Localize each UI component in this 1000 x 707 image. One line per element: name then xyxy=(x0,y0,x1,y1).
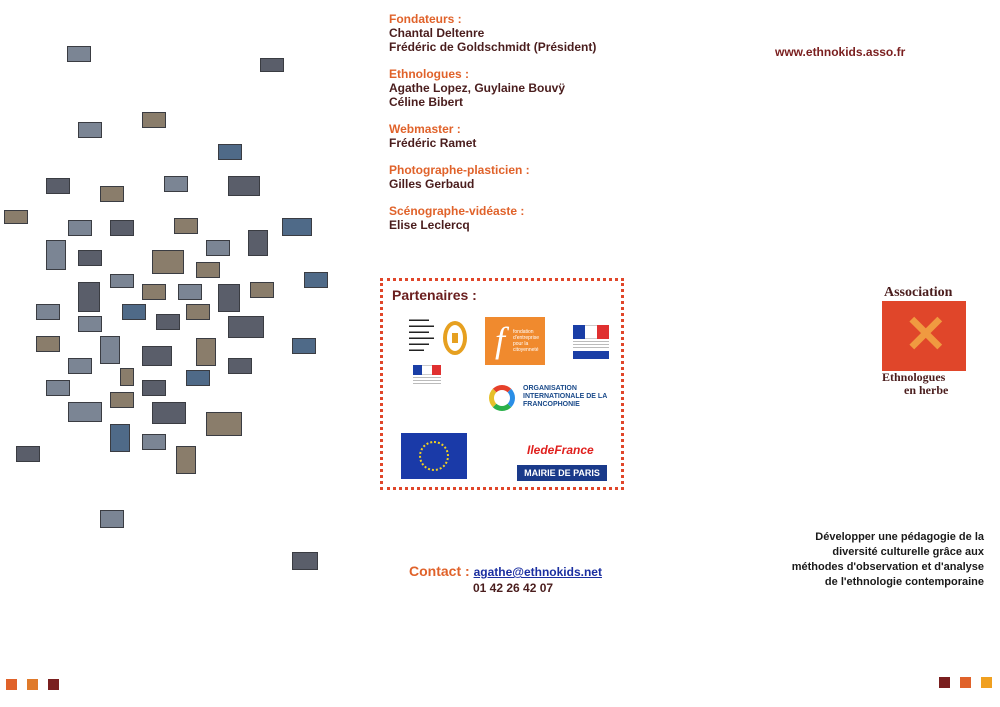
photo-thumb xyxy=(142,346,172,366)
decor-square xyxy=(939,677,950,688)
photo-thumb xyxy=(228,316,264,338)
republique-francaise-logo xyxy=(573,325,609,365)
credit-person: Gilles Gerbaud xyxy=(389,177,475,191)
photo-thumb xyxy=(142,112,166,128)
eu-flag-logo xyxy=(401,433,467,479)
credit-role: Ethnologues : xyxy=(389,67,469,81)
association-logo-top: Association xyxy=(884,285,953,300)
eu-stars-icon xyxy=(419,441,449,471)
photo-thumb xyxy=(292,552,318,570)
credit-ethnologists xyxy=(389,67,749,109)
photo-thumb xyxy=(292,338,316,354)
association-logo-bottom: Ethnologues xyxy=(882,370,946,384)
credit-founders xyxy=(389,12,749,54)
francophonie-ring-icon xyxy=(489,385,515,411)
photo-thumb xyxy=(282,218,312,236)
photo-thumb xyxy=(36,304,60,320)
photo-thumb xyxy=(304,272,328,288)
photo-thumb xyxy=(78,282,100,312)
credit-person: Frédéric de Goldschmidt (Président) xyxy=(389,40,597,54)
mairie-de-paris-logo: MAIRIE DE PARIS xyxy=(517,465,607,481)
credit-webmaster xyxy=(389,122,749,150)
photo-thumb xyxy=(36,336,60,352)
photo-thumb xyxy=(142,284,166,300)
website-link[interactable]: www.ethnokids.asso.fr xyxy=(775,45,906,59)
contact-phone: 01 42 26 42 07 xyxy=(473,581,554,595)
contact-email-link[interactable]: agathe@ethnokids.net xyxy=(473,565,602,579)
decor-square xyxy=(48,679,59,690)
photo-thumb xyxy=(248,230,268,256)
photo-thumb xyxy=(228,176,260,196)
photo-thumb xyxy=(196,338,216,366)
photo-thumb xyxy=(152,402,186,424)
photo-thumb xyxy=(250,282,274,298)
credit-person: Frédéric Ramet xyxy=(389,136,477,150)
photo-thumb xyxy=(110,220,134,236)
photo-thumb xyxy=(46,380,70,396)
credit-role: Fondateurs : xyxy=(389,12,462,26)
partners-box xyxy=(380,278,624,490)
fondation-logo xyxy=(485,317,545,365)
ministry-text-lines xyxy=(573,341,609,349)
photo-thumb xyxy=(218,144,242,160)
photo-thumb xyxy=(164,176,188,192)
photo-thumb xyxy=(67,46,91,62)
decor-square xyxy=(27,679,38,690)
credit-role: Scénographe-vidéaste : xyxy=(389,204,525,218)
ministry-bar xyxy=(573,351,609,359)
credit-person: Céline Bibert xyxy=(389,95,464,109)
photo-thumb xyxy=(186,304,210,320)
photo-thumb xyxy=(156,314,180,330)
photo-thumb xyxy=(46,178,70,194)
photo-thumb xyxy=(110,274,134,288)
photo-thumb xyxy=(4,210,28,224)
photo-thumb xyxy=(68,220,92,236)
photo-thumb xyxy=(46,240,66,270)
photo-thumb xyxy=(196,262,220,278)
credit-person: Chantal Deltenre xyxy=(389,26,485,40)
association-logo-x-mark: ✕ xyxy=(904,306,948,364)
decor-square xyxy=(981,677,992,688)
french-flag-icon xyxy=(413,365,441,375)
photo-thumb xyxy=(16,446,40,462)
photo-thumb xyxy=(176,446,196,474)
francophonie-text: ORGANISATION INTERNATIONALE DE LA FRANCOPHONIE xyxy=(523,385,607,408)
photo-thumb xyxy=(78,122,102,138)
photo-thumb xyxy=(110,392,134,408)
credit-scenographer xyxy=(389,204,749,232)
photo-thumb xyxy=(100,336,120,364)
credit-person: Agathe Lopez, Guylaine Bouvÿ xyxy=(389,81,566,95)
french-flag-icon xyxy=(573,325,609,339)
decor-square xyxy=(960,677,971,688)
credit-photographer xyxy=(389,163,749,191)
association-logo-bottom-2: en herbe xyxy=(904,383,949,397)
photo-thumb xyxy=(186,370,210,386)
credit-person: Elise Leclercq xyxy=(389,218,470,232)
photo-thumb xyxy=(68,402,102,422)
republique-francaise-small-logo xyxy=(413,365,441,385)
photo-thumb xyxy=(178,284,202,300)
francophonie-logo xyxy=(489,381,609,421)
photo-thumb xyxy=(174,218,198,234)
contact-line xyxy=(409,563,669,579)
photo-thumb xyxy=(100,510,124,528)
photo-thumb xyxy=(142,380,166,396)
photo-thumb xyxy=(142,434,166,450)
tagline: Développer une pédagogie de la diversité culturelle grâce aux méthodes d'observation et d'analyse de l'ethnologie contemporaine xyxy=(791,531,984,588)
contact xyxy=(409,563,669,595)
photo-thumb xyxy=(68,358,92,374)
photo-thumb xyxy=(120,368,134,386)
photo-thumb xyxy=(100,186,124,202)
photo-thumb xyxy=(122,304,146,320)
photo-thumb xyxy=(152,250,184,274)
association-logo xyxy=(880,285,972,403)
credit-role: Photographe-plasticien : xyxy=(389,163,530,177)
decor-square xyxy=(6,679,17,690)
ile-de-france-logo: IledeFrance xyxy=(527,443,594,457)
ministry-text-lines xyxy=(413,377,441,385)
fondation-text: fondation d'entreprise pour la citoyenneté xyxy=(513,329,539,353)
association-logo-square xyxy=(882,301,966,371)
photo-thumb xyxy=(206,412,242,436)
fondation-f-mark: f xyxy=(495,320,506,360)
credits xyxy=(389,12,749,245)
photo-thumb xyxy=(110,424,130,452)
contact-label: Contact : xyxy=(409,563,470,579)
ministry-e-emblem xyxy=(443,321,467,355)
photo-thumb xyxy=(260,58,284,72)
photo-thumb xyxy=(78,316,102,332)
partners-title: Partenaires : xyxy=(392,287,477,303)
ministry-emblem-lines: ▬▬▬▬ ▬▬▬▬▬ ▬▬▬▬ ▬▬▬▬▬ ▬▬▬▬ ▬▬▬ xyxy=(409,317,434,353)
credit-role: Webmaster : xyxy=(389,122,461,136)
photo-thumb xyxy=(78,250,102,266)
education-ministry-logo xyxy=(409,315,471,363)
photo-thumb xyxy=(206,240,230,256)
photo-thumb xyxy=(228,358,252,374)
photo-thumb xyxy=(218,284,240,312)
